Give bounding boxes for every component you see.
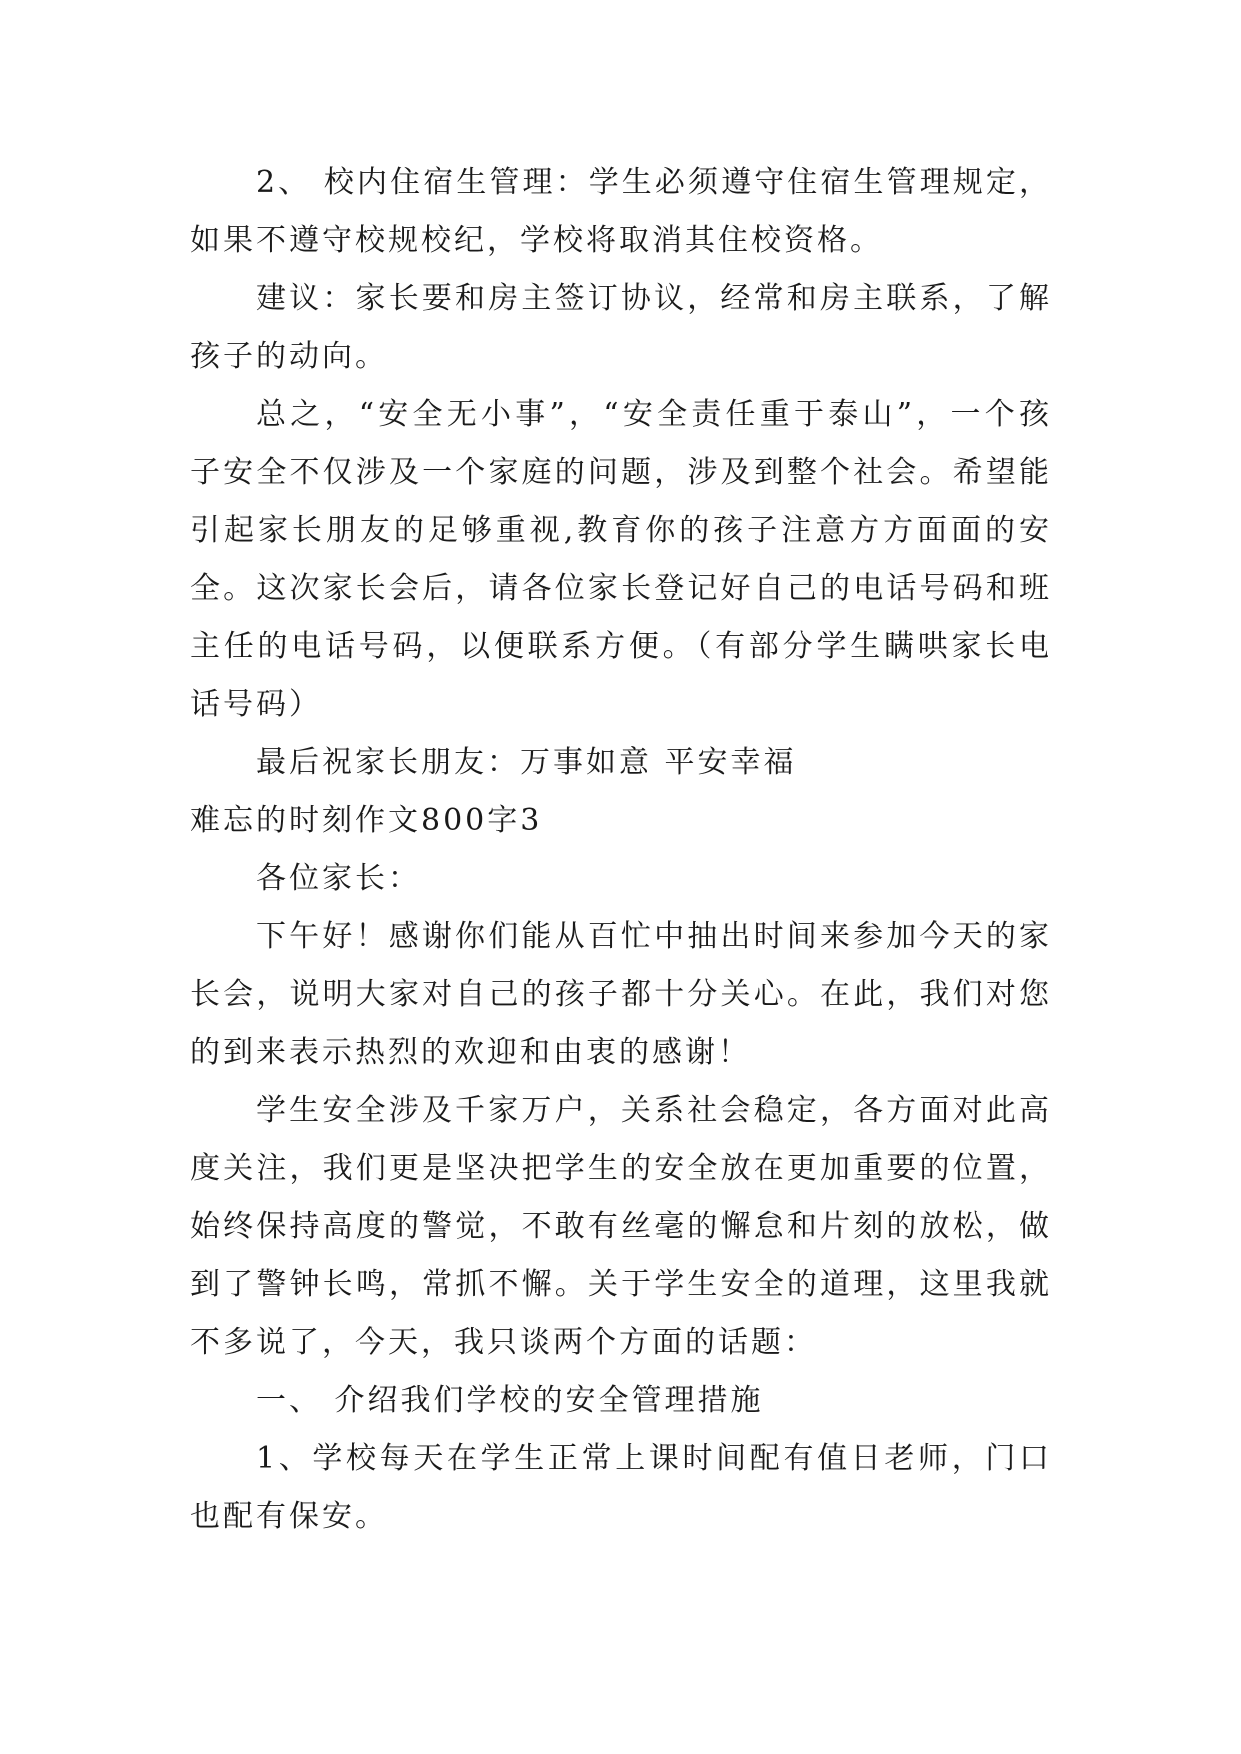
paragraph-topic-one: 一、 介绍我们学校的安全管理措施	[256, 1383, 764, 1418]
paragraph-suggestion: 建议：家长要和房主签订协议，经常和房主联系，了解孩子的动向。	[190, 281, 1052, 374]
paragraph-summary: 总之，“安全无小事”，“安全责任重于泰山”，一个孩子安全不仅涉及一个家庭的问题，涉及到整个社会。希望能引起家长朋友的足够重视,教育你的孩子注意方方面面的安全。这次家长会后，请各位家长登记好自己的电话号码和班主任的电话号码，以便联系方便。（有部分学生瞒哄家长电话号码）	[190, 397, 1052, 722]
paragraph-greeting: 下午好！感谢你们能从百忙中抽出时间来参加今天的家长会，说明大家对自己的孩子都十分关心。在此，我们对您的到来表示热烈的欢迎和由衷的感谢！	[190, 919, 1052, 1070]
paragraph-dorm-management: 2、 校内住宿生管理：学生必须遵守住宿生管理规定，如果不遵守校规校纪，学校将取消其住校资格。	[190, 165, 1052, 258]
paragraph-safety-importance: 学生安全涉及千家万户，关系社会稳定，各方面对此高度关注，我们更是坚决把学生的安全放在更加重要的位置，始终保持高度的警觉，不敢有丝毫的懈怠和片刻的放松，做到了警钟长鸣，常抓不懈。关于学生安全的道理，这里我就不多说了，今天，我只谈两个方面的话题：	[190, 1093, 1052, 1360]
document-body	[190, 154, 1052, 1546]
paragraph-closing-wishes: 最后祝家长朋友：万事如意 平安幸福	[256, 745, 797, 780]
paragraph-measure-one: 1、学校每天在学生正常上课时间配有值日老师，门口也配有保安。	[190, 1441, 1052, 1534]
section-title: 难忘的时刻作文800字3	[190, 803, 543, 838]
paragraph-salutation: 各位家长：	[256, 861, 421, 896]
